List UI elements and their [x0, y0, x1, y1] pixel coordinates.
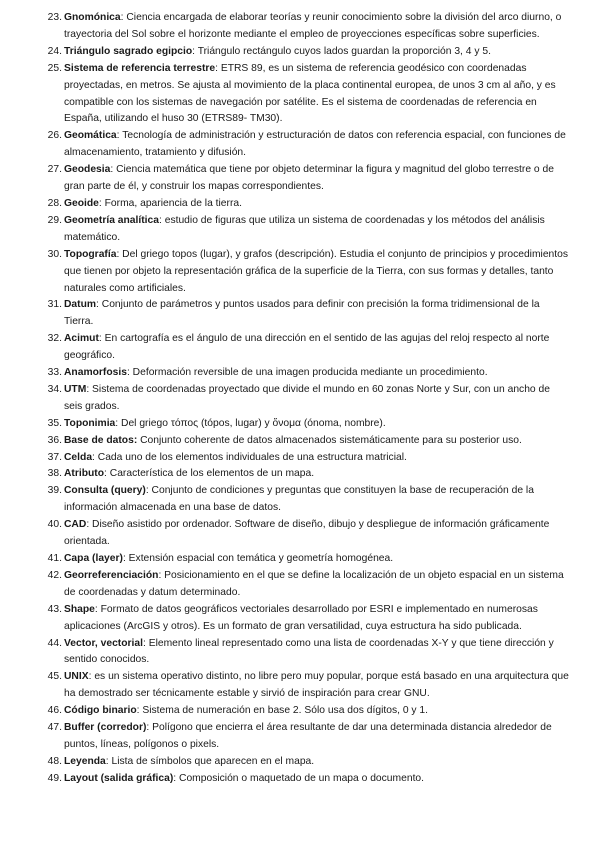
- entry-definition: : Cada uno de los elementos individuales de una estructura matricial.: [92, 451, 407, 463]
- entry-number: 30.: [47, 248, 62, 260]
- entry-definition: : Extensión espacial con temática y geometría homogénea.: [122, 553, 394, 564]
- entry-term: Shape: [64, 603, 95, 615]
- entry-definition: : Formato de datos geográficos vectoriales desarrollado por ESRI e implementado en numerosas aplicaciones (ArcGIS y otros). Es un formato de gran versatilidad, cuya estructura ha sido publicada.: [64, 603, 538, 632]
- entry-number: 40.: [47, 519, 62, 531]
- entry-definition: : Del griego topos (lugar), y grafos (descripción). Estudia el conjunto de principios y procedimientos que tienen por objeto la representación gráfica de la superficie de la Tierra, con sus formas y detalles, tanto naturales como artificiales.: [64, 248, 569, 294]
- glossary-entry: [0, 297, 600, 331]
- entry-term: Topografía: [64, 248, 117, 260]
- glossary-entry: [0, 10, 600, 44]
- entry-definition: : Sistema de numeración en base 2. Sólo usa dos dígitos, 0 y 1.: [136, 705, 429, 717]
- entry-number: 44.: [47, 637, 62, 649]
- entry-term: Geomática: [64, 130, 117, 142]
- entry-definition: : Polígono que encierra el área resultante de dar una determinada distancia alrededor de puntos, líneas, polígonos o pixels.: [64, 722, 552, 750]
- entry-term: Layout (salida gráfica): [64, 772, 174, 784]
- entry-definition: Conjunto coherente de datos almacenados sistemáticamente para su posterior uso.: [137, 434, 522, 446]
- entry-number: 49.: [47, 772, 62, 784]
- entry-number: 34.: [47, 383, 62, 395]
- entry-definition: : Triángulo rectángulo cuyos lados guardan la proporción 3, 4 y 5.: [192, 45, 491, 57]
- entry-definition: : Diseño asistido por ordenador. Software de diseño, dibujo y despliegue de información gráficamente orientada.: [64, 519, 550, 548]
- entry-definition: : Conjunto de condiciones y preguntas que constituyen la base de recuperación de la información almacenada en una base de datos.: [64, 485, 534, 514]
- entry-term: Capa (layer): [64, 553, 123, 564]
- entry-number: 26.: [47, 130, 62, 142]
- entry-definition: : Del griego τόπος (tópos, lugar) y ὄνομα (ónoma, nombre).: [115, 417, 386, 429]
- glossary-entry: [0, 213, 600, 247]
- entry-number: 36.: [47, 434, 62, 446]
- entry-number: 41.: [47, 553, 62, 564]
- entry-definition: : Ciencia encargada de elaborar teorías y reunir conocimiento sobre la división del arco diurno, o trayectoria del Sol sobre el horizonte mediante el empleo de proyecciones específicas sobre superficies.: [64, 12, 562, 40]
- entry-number: 46.: [47, 705, 62, 717]
- glossary-entry: [0, 517, 600, 551]
- glossary-entry: [0, 196, 600, 213]
- glossary-entry: [0, 44, 600, 61]
- glossary-entry: [0, 331, 600, 365]
- entry-term: CAD: [64, 519, 87, 531]
- entry-number: 43.: [47, 603, 62, 615]
- entry-number: 25.: [47, 62, 62, 74]
- entry-definition: : En cartografía es el ángulo de una dirección en el sentido de las agujas del reloj respecto al norte geográfico.: [64, 333, 550, 362]
- entry-number: 35.: [47, 417, 62, 429]
- entry-definition: : Composición o maquetado de un mapa o documento.: [173, 772, 425, 784]
- glossary-list: [0, 10, 600, 788]
- entry-definition: : ETRS 89, es un sistema de referencia geodésico con coordenadas proyectadas, en metros. Se ajusta al movimiento de la placa continental europea, de unos 3 cm al año, y es compatible con los sistemas de navegación por satélite. Es el sistema de coordenadas de referencia en España, utilizando el huso 30 (ETRS89- TM30).: [64, 62, 556, 125]
- entry-term: Datum: [64, 299, 97, 311]
- entry-number: 45.: [47, 671, 62, 683]
- entry-term: Celda: [64, 451, 93, 463]
- entry-term: Geodesia: [64, 164, 111, 176]
- glossary-entry: [0, 247, 600, 298]
- entry-number: 37.: [47, 451, 62, 463]
- glossary-entry: [0, 61, 600, 129]
- entry-term: Geometría analítica: [64, 214, 159, 226]
- entry-term: Georreferenciación: [64, 569, 159, 581]
- entry-number: 24.: [47, 45, 62, 57]
- entry-definition: : Característica de los elementos de un mapa.: [104, 468, 315, 480]
- entry-number: 27.: [47, 164, 62, 176]
- entry-number: 39.: [47, 485, 62, 497]
- entry-term: Triángulo sagrado egipcio: [64, 45, 193, 57]
- glossary-entry: [0, 551, 600, 568]
- entry-definition: : Deformación reversible de una imagen producida mediante un procedimiento.: [126, 367, 488, 379]
- entry-number: 48.: [47, 755, 62, 767]
- entry-term: Leyenda: [64, 755, 106, 767]
- entry-term: Anamorfosis: [64, 367, 127, 379]
- glossary-entry: [0, 771, 600, 788]
- glossary-entry: [0, 128, 600, 162]
- glossary-entry: [0, 483, 600, 517]
- glossary-entry: [0, 602, 600, 636]
- glossary-entry: [0, 669, 600, 703]
- document-page: [0, 10, 600, 788]
- glossary-entry: [0, 568, 600, 602]
- entry-number: 29.: [47, 214, 62, 226]
- entry-term: UNIX: [64, 671, 89, 683]
- entry-number: 28.: [47, 197, 62, 209]
- entry-definition: : Ciencia matemática que tiene por objeto determinar la figura y magnitud del globo terrestre o de gran parte de él, y construir los mapas correspondientes.: [64, 164, 554, 193]
- glossary-entry: [0, 382, 600, 416]
- entry-term: Geoide: [64, 197, 99, 209]
- entry-definition: : Sistema de coordenadas proyectado que divide el mundo en 60 zonas Norte y Sur, con un ancho de seis grados.: [64, 383, 550, 412]
- entry-number: 38.: [47, 468, 62, 480]
- entry-term: UTM: [64, 383, 87, 395]
- entry-number: 47.: [47, 722, 62, 734]
- entry-term: Gnomónica: [64, 12, 121, 23]
- entry-term: Base de datos:: [64, 434, 138, 446]
- entry-term: Toponimia: [64, 417, 116, 429]
- entry-definition: : Posicionamiento en el que se define la localización de un objeto espacial en un sistema de coordenadas y datum determinado.: [64, 569, 564, 598]
- glossary-entry: [0, 636, 600, 670]
- entry-number: 32.: [47, 333, 62, 345]
- entry-definition: : Forma, apariencia de la tierra.: [98, 197, 242, 209]
- entry-term: Acimut: [64, 333, 99, 345]
- entry-term: Consulta (query): [64, 485, 146, 497]
- glossary-entry: [0, 416, 600, 433]
- glossary-entry: [0, 450, 600, 467]
- glossary-entry: [0, 466, 600, 483]
- entry-definition: : estudio de figuras que utiliza un sistema de coordenadas y los métodos del análisis matemático.: [64, 214, 545, 243]
- entry-term: Código binario: [64, 705, 137, 717]
- entry-term: Atributo: [64, 468, 105, 480]
- entry-term: Vector, vectorial: [64, 637, 143, 649]
- glossary-entry: [0, 365, 600, 382]
- entry-term: Buffer (corredor): [64, 722, 147, 734]
- glossary-entry: [0, 720, 600, 754]
- entry-term: Sistema de referencia terrestre: [64, 62, 216, 74]
- glossary-entry: [0, 754, 600, 771]
- entry-number: 33.: [47, 367, 62, 379]
- entry-definition: : Elemento lineal representado como una lista de coordenadas X-Y y que tiene dirección y sentido conocidos.: [64, 637, 554, 666]
- entry-number: 31.: [47, 299, 62, 311]
- entry-definition: : Conjunto de parámetros y puntos usados para definir con precisión la forma tridimensional de la Tierra.: [64, 299, 540, 328]
- entry-number: 23.: [47, 12, 62, 23]
- glossary-entry: [0, 703, 600, 720]
- glossary-entry: [0, 433, 600, 450]
- entry-definition: : Tecnología de administración y estructuración de datos con referencia espacial, con funciones de almacenamiento, tratamiento y difusión.: [64, 130, 566, 159]
- entry-definition: : es un sistema operativo distinto, no libre pero muy popular, porque está basado en una arquitectura que ha demostrado ser técnicamente estable y sirvió de inspiración para crear GNU.: [64, 671, 569, 700]
- entry-number: 42.: [47, 569, 62, 581]
- entry-definition: : Lista de símbolos que aparecen en el mapa.: [105, 755, 315, 767]
- glossary-entry: [0, 162, 600, 196]
